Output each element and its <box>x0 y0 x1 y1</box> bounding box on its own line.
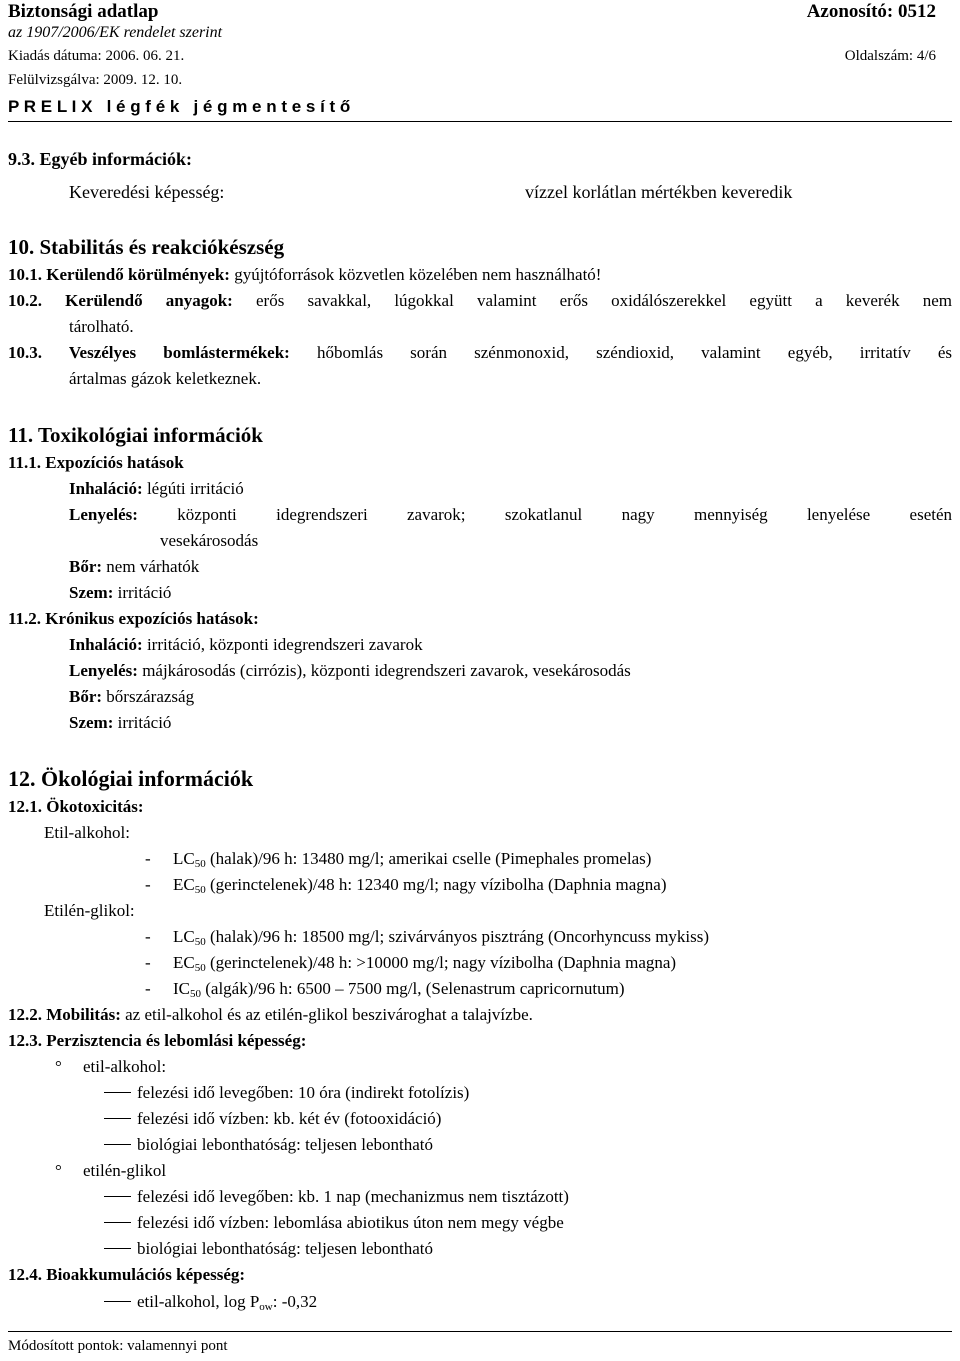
mobility-text: az etil-alkohol és az etilén-glikol beszivároghat a talajvízbe. <box>125 1005 533 1024</box>
dash-line <box>104 1301 131 1302</box>
inhalation-text: légúti irritáció <box>146 479 244 498</box>
ingestion-label: Lenyelés: <box>69 505 138 524</box>
chronic-ingestion-text: májkárosodás (cirrózis), központi idegrendszeri zavarok, vesekárosodás <box>142 661 631 680</box>
product-name: P R E L I X l é g f é k j é g m e n t e s í t ő <box>8 97 351 116</box>
glycol-air-halflife: felezési idő levegőben: kb. 1 nap (mechanizmus nem tisztázott) <box>137 1187 569 1206</box>
ethanol-ec50-b: (gerinctelenek)/48 h: 12340 mg/l; nagy vízibolha (Daphnia magna) <box>205 875 667 894</box>
persistence-ethanol-label: etil-alkohol: <box>83 1057 167 1076</box>
chronic-eye-label: Szem: <box>69 713 114 732</box>
section-12-2 <box>8 1005 533 1025</box>
glycol-lc50 <box>173 927 709 947</box>
section-12-4-heading: 12.4. Bioakkumulációs képesség: <box>8 1265 246 1284</box>
glycol-lc50-a: LC <box>173 927 195 946</box>
section-10-1 <box>8 265 601 285</box>
ethanol-lc50-dash: - <box>145 849 151 868</box>
glycol-ec50-a: EC <box>173 953 195 972</box>
ethanol-lc50 <box>173 849 651 869</box>
glycol-ic50-b: (algák)/96 h: 6500 – 7500 mg/l, (Selenastrum capricornutum) <box>201 979 625 998</box>
glycol-ic50-sub: 50 <box>190 988 201 1000</box>
section-10-1-label: 10.1. Kerülendő körülmények: <box>8 265 230 284</box>
glycol-lc50-dash: - <box>145 927 151 946</box>
glycol-biodegradability: biológiai lebonthatóság: teljesen lebontható <box>137 1239 434 1258</box>
ingestion-text-cont: vesekárosodás <box>160 531 259 550</box>
section-12-3-heading: 12.3. Perzisztencia és lebomlási képesség: <box>8 1031 307 1050</box>
ethanol-label: Etil-alkohol: <box>44 823 130 842</box>
section-10-3-text: hőbomlás során szénmonoxid, széndioxid, valamint egyéb, irritatív és <box>316 343 952 362</box>
dash-line <box>104 1196 131 1197</box>
regulation-ref: az 1907/2006/EK rendelet szerint <box>8 24 223 41</box>
glycol-ic50-dash: - <box>145 979 151 998</box>
ethanol-biodegradability: biológiai lebonthatóság: teljesen lebontható <box>137 1135 434 1154</box>
degree-bullet-ethanol: ° <box>55 1057 62 1076</box>
bioaccumulation-ethanol <box>137 1292 317 1312</box>
section-11-2-heading: 11.2. Krónikus expozíciós hatások: <box>8 609 259 628</box>
dash-line <box>104 1144 131 1145</box>
issue-date: Kiadás dátuma: 2006. 06. 21. <box>8 48 185 64</box>
section-10-2 <box>8 291 952 311</box>
glycol-ec50-b: (gerinctelenek)/48 h: >10000 mg/l; nagy vízibolha (Daphnia magna) <box>205 953 677 972</box>
ethanol-lc50-a: LC <box>173 849 195 868</box>
chronic-inhalation-text: irritáció, központi idegrendszeri zavarok <box>146 635 423 654</box>
page-number: Oldalszám: 4/6 <box>844 48 936 64</box>
revision-date: Felülvizsgálva: 2009. 12. 10. <box>8 72 183 88</box>
chronic-inhalation-row <box>69 635 423 655</box>
inhalation-row <box>69 479 244 499</box>
dash-line <box>104 1222 131 1223</box>
glycol-lc50-sub: 50 <box>194 936 206 948</box>
ingestion-row <box>69 505 952 525</box>
glycol-ic50-a: IC <box>173 979 190 998</box>
persistence-glycol-label: etilén-glikol <box>83 1161 167 1180</box>
ethanol-air-halflife: felezési idő levegőben: 10 óra (indirekt fotolízis) <box>137 1083 470 1102</box>
bio-text-b: : -0,32 <box>272 1292 318 1311</box>
ethanol-ec50 <box>173 875 667 895</box>
ethanol-lc50-b: (halak)/96 h: 13480 mg/l; amerikai cselle (Pimephales promelas) <box>205 849 652 868</box>
ethanol-ec50-a: EC <box>173 875 195 894</box>
dash-line <box>104 1118 131 1119</box>
section-11-1-heading: 11.1. Expozíciós hatások <box>8 453 184 472</box>
glycol-ec50 <box>173 953 676 973</box>
header-divider <box>8 121 952 122</box>
section-10-3 <box>8 343 952 363</box>
section-10-2-text: erős savakkal, lúgokkal valamint erős oxidálószerekkel együtt a keverék nem <box>255 291 952 310</box>
ethanol-water-halflife: felezési idő vízben: kb. két év (fotooxidáció) <box>137 1109 442 1128</box>
section-10-2-label: 10.2. Kerülendő anyagok: <box>8 291 233 310</box>
chronic-inhalation-label: Inhaláció: <box>69 635 143 654</box>
degree-bullet-glycol: ° <box>55 1161 62 1180</box>
dash-line <box>104 1092 131 1093</box>
footer-divider <box>8 1331 952 1332</box>
eye-label: Szem: <box>69 583 114 602</box>
glycol-ec50-sub: 50 <box>194 962 206 974</box>
chronic-eye-text: irritáció <box>117 713 172 732</box>
glycol-ic50 <box>173 979 625 999</box>
ethanol-lc50-sub: 50 <box>194 858 206 870</box>
doc-title: Biztonsági adatlap <box>8 1 159 22</box>
chronic-ingestion-label: Lenyelés: <box>69 661 138 680</box>
bio-text-a: etil-alkohol, log P <box>137 1292 260 1311</box>
footer-note: Módosított pontok: valamennyi pont <box>8 1338 228 1354</box>
glycol-ec50-dash: - <box>145 953 151 972</box>
bio-sub: ow <box>259 1301 273 1313</box>
skin-text: nem várhatók <box>106 557 200 576</box>
ethanol-ec50-dash: - <box>145 875 151 894</box>
ethanol-ec50-sub: 50 <box>194 884 206 896</box>
chronic-ingestion-row <box>69 661 631 681</box>
ethylene-glycol-label: Etilén-glikol: <box>44 901 135 920</box>
miscibility-value: vízzel korlátlan mértékben keveredik <box>525 182 793 202</box>
chronic-skin-text: bőrszárazság <box>106 687 195 706</box>
eye-row <box>69 583 171 603</box>
miscibility-label: Keveredési képesség: <box>69 182 225 202</box>
chronic-eye-row <box>69 713 171 733</box>
section-10-heading: 10. Stabilitás és reakciókészség <box>8 235 285 259</box>
section-9-3-heading: 9.3. Egyéb információk: <box>8 149 192 169</box>
doc-id: Azonosító: 0512 <box>806 1 936 22</box>
section-10-3-label: 10.3. Veszélyes bomlástermékek: <box>8 343 290 362</box>
skin-row <box>69 557 199 577</box>
dash-line <box>104 1248 131 1249</box>
section-10-1-text: gyújtóforrások közvetlen közelében nem használható! <box>234 265 602 284</box>
chronic-skin-row <box>69 687 194 707</box>
section-12-1-heading: 12.1. Ökotoxicitás: <box>8 797 144 816</box>
eye-text: irritáció <box>117 583 172 602</box>
inhalation-label: Inhaláció: <box>69 479 143 498</box>
section-10-2-text-cont: tárolható. <box>69 317 134 336</box>
glycol-water-halflife: felezési idő vízben: lebomlása abiotikus úton nem megy végbe <box>137 1213 564 1232</box>
skin-label: Bőr: <box>69 557 103 576</box>
section-10-3-text-cont: ártalmas gázok keletkeznek. <box>69 369 262 388</box>
section-11-heading: 11. Toxikológiai információk <box>8 423 263 447</box>
mobility-label: 12.2. Mobilitás: <box>8 1005 121 1024</box>
chronic-skin-label: Bőr: <box>69 687 103 706</box>
ingestion-text: központi idegrendszeri zavarok; szokatlanul nagy mennyiség lenyelése esetén <box>177 505 953 524</box>
section-12-heading: 12. Ökológiai információk <box>8 766 254 791</box>
glycol-lc50-b: (halak)/96 h: 18500 mg/l; szivárványos pisztráng (Oncorhyncuss mykiss) <box>205 927 710 946</box>
